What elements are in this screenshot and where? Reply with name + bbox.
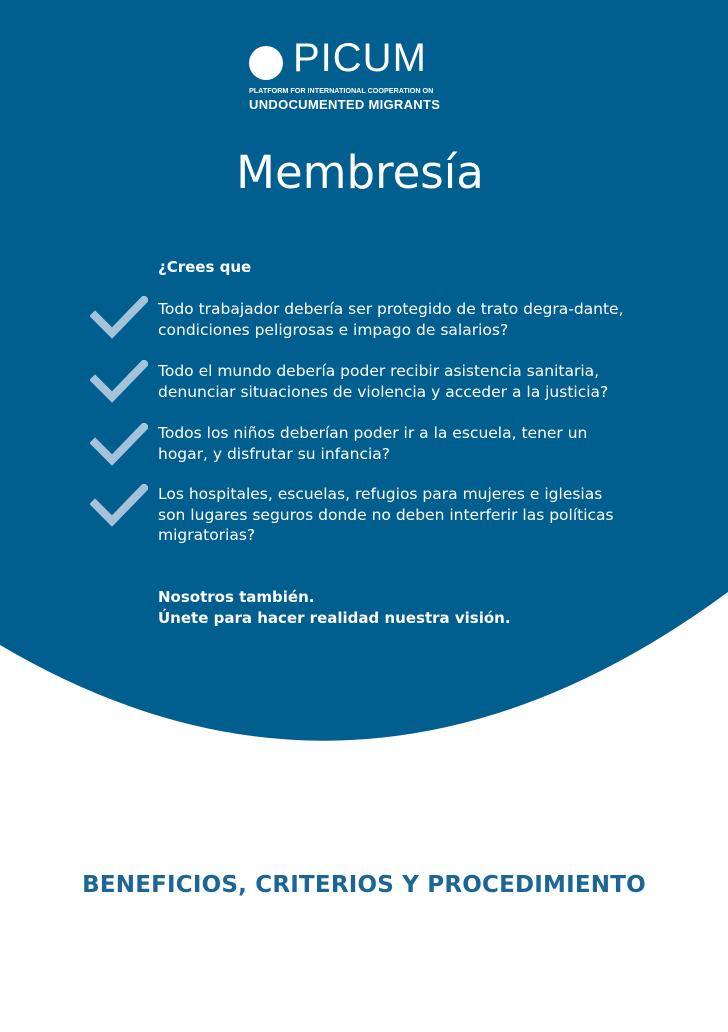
list-item: Todo el mundo debería poder recibir asistencia sanitaria, denunciar situaciones de violencia y acceder a la justicia? bbox=[158, 362, 609, 401]
list-item: Todo trabajador debería ser protegido de trato degra-dante, condiciones peligrosas e impago de salarios? bbox=[158, 300, 624, 339]
footer-heading: BENEFICIOS, CRITERIOS Y PROCEDIMIENTO bbox=[82, 872, 646, 898]
page-title: Membresía bbox=[236, 146, 484, 199]
checkmark-icon bbox=[90, 484, 148, 528]
checkmark-icon bbox=[90, 360, 148, 404]
checkmark-icon bbox=[90, 423, 148, 467]
list-item: Los hospitales, escuelas, refugios para mujeres e iglesias son lugares seguros donde no deben interferir las políticas migratorias? bbox=[158, 485, 614, 544]
closing-statement bbox=[158, 587, 511, 629]
logo-circle-icon bbox=[249, 46, 283, 80]
logo-subtitle-line1: PLATFORM FOR INTERNATIONAL COOPERATION ON bbox=[249, 86, 434, 95]
list-item: Todos los niños deberían poder ir a la escuela, tener un hogar, y disfrutar su infancia? bbox=[158, 424, 588, 463]
intro-question: ¿Crees que bbox=[158, 258, 252, 276]
closing-line-1: Nosotros también. bbox=[158, 588, 315, 606]
logo-subtitle-line2: UNDOCUMENTED MIGRANTS bbox=[249, 97, 441, 112]
closing-line-2: Únete para hacer realidad nuestra visión. bbox=[158, 609, 511, 627]
checkmark-icon bbox=[90, 296, 148, 340]
logo-wordmark: PICUM bbox=[293, 36, 427, 80]
